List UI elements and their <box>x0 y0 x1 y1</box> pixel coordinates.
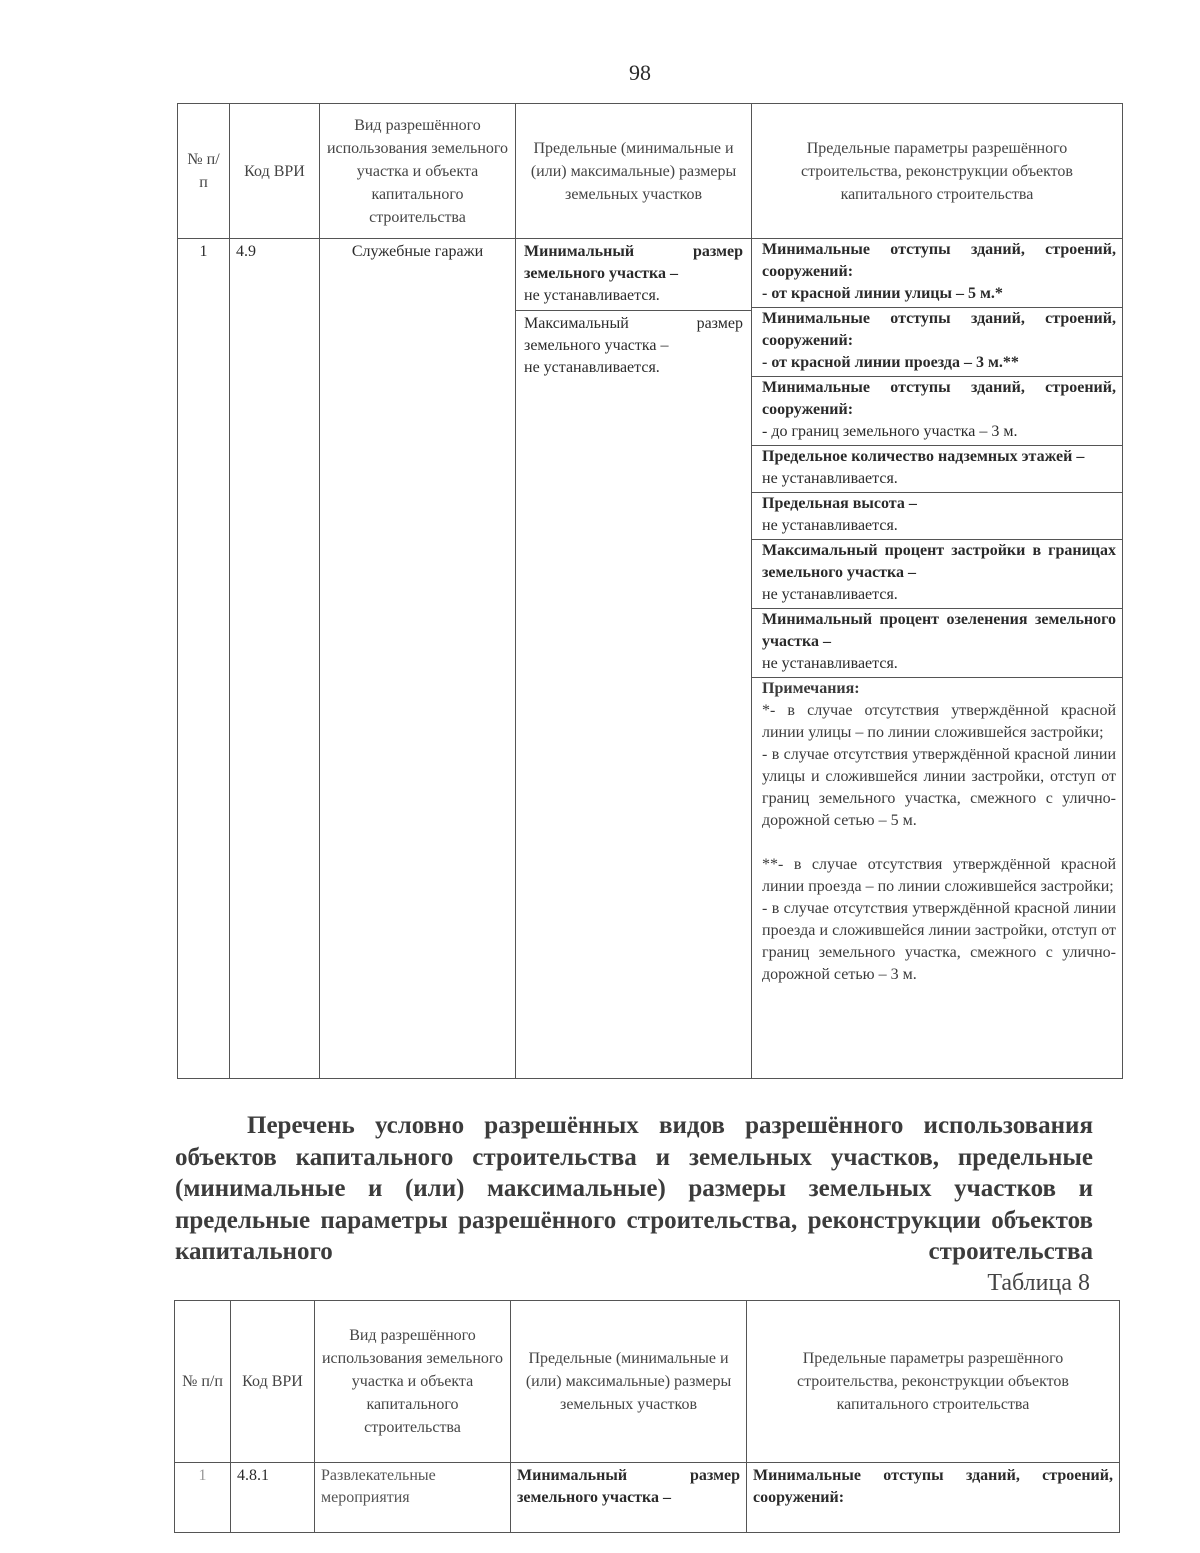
cell-type: Служебные гаражи <box>320 239 516 1079</box>
param-value: не устанавливается. <box>762 586 898 603</box>
param-value: не устанавливается. <box>762 470 898 487</box>
cell-params <box>752 239 1123 1079</box>
header-type: Вид разрешённого использования земельного участка и объекта капитального строительства <box>320 104 516 239</box>
table-permitted-uses <box>177 103 1123 1079</box>
table-header-row <box>178 104 1123 239</box>
header-code: Код ВРИ <box>231 1301 315 1463</box>
param-title: Предельное количество надземных этажей – <box>762 448 1085 465</box>
header-num: № п/п <box>175 1301 231 1463</box>
notes-title: Примечания: <box>762 680 860 697</box>
note-item: **- в случае отсутствия утверждённой красной линии проезда – по линии сложившейся застройки; <box>762 856 1116 895</box>
param-title: Минимальные отступы зданий, строений, сооружений: <box>762 310 1116 349</box>
param-value: - до границ земельного участка – 3 м. <box>762 423 1018 440</box>
cell-type: Развлекательные мероприятия <box>315 1463 511 1533</box>
header-type: Вид разрешённого использования земельного участка и объекта капитального строительства <box>315 1301 511 1463</box>
table-row <box>178 239 1123 1079</box>
table-row <box>175 1463 1120 1533</box>
param-value: не устанавливается. <box>762 655 898 672</box>
table-label: Таблица 8 <box>987 1270 1090 1296</box>
cell-sizes: Минимальный размер земельного участка – <box>511 1463 747 1533</box>
header-params: Предельные параметры разрешённого строительства, реконструкции объектов капитального строительства <box>752 104 1123 239</box>
cell-code: 4.9 <box>230 239 320 1079</box>
cell-code: 4.8.1 <box>231 1463 315 1533</box>
min-size-title: Минимальный размер земельного участка – <box>524 243 743 282</box>
param-title: Предельная высота – <box>762 495 917 512</box>
header-code: Код ВРИ <box>230 104 320 239</box>
header-params: Предельные параметры разрешённого строительства, реконструкции объектов капитального строительства <box>747 1301 1120 1463</box>
header-sizes: Предельные (минимальные и (или) максимальные) размеры земельных участков <box>511 1301 747 1463</box>
header-num: № п/п <box>178 104 230 239</box>
params-list <box>752 239 1122 988</box>
min-size-value: не устанавливается. <box>524 287 660 304</box>
max-size-title: Максимальный размер земельного участка – <box>524 315 743 354</box>
param-value: не устанавливается. <box>762 517 898 534</box>
table-conditional-uses <box>174 1300 1120 1533</box>
cell-num: 1 <box>178 239 230 1079</box>
cell-num: 1 <box>175 1463 231 1533</box>
param-title: Максимальный процент застройки в границах земельного участка – <box>762 542 1116 581</box>
param-title: Минимальные отступы зданий, строений, сооружений: <box>762 379 1116 418</box>
cell-sizes <box>516 239 752 1079</box>
note-item: - в случае отсутствия утверждённой красной линии проезда и сложившейся линии застройки, отступ от границ земельного участка, смежного с улично-дорожной сетью – 3 м. <box>762 900 1116 983</box>
param-title: Минимальные отступы зданий, строений, сооружений: <box>762 241 1116 280</box>
table-header-row <box>175 1301 1120 1463</box>
note-item: *- в случае отсутствия утверждённой красной линии улицы – по линии сложившейся застройки; <box>762 702 1116 741</box>
header-sizes: Предельные (минимальные и (или) максимальные) размеры земельных участков <box>516 104 752 239</box>
param-title: Минимальный процент озеленения земельного участка – <box>762 611 1116 650</box>
heading-text: Перечень условно разрешённых видов разрешённого использования объектов капитального строительства и земельных участков, предельные (минимальные и (или) максимальные) размеры земельных участков и предельные параметры разрешённого строительства, реконструкции объектов капитального строительства <box>175 1112 1093 1265</box>
cell-params: Минимальные отступы зданий, строений, сооружений: <box>747 1463 1120 1533</box>
sizes-list <box>516 239 751 381</box>
max-size-value: не устанавливается. <box>524 359 660 376</box>
page-number: 98 <box>629 60 651 85</box>
param-value: - от красной линии улицы – 5 м.* <box>762 285 1003 302</box>
section-heading <box>175 1110 1093 1268</box>
param-value: - от красной линии проезда – 3 м.** <box>762 354 1019 371</box>
note-item: - в случае отсутствия утверждённой красной линии улицы и сложившейся линии застройки, отступ от границ земельного участка, смежного с улично-дорожной сетью – 5 м. <box>762 746 1116 829</box>
